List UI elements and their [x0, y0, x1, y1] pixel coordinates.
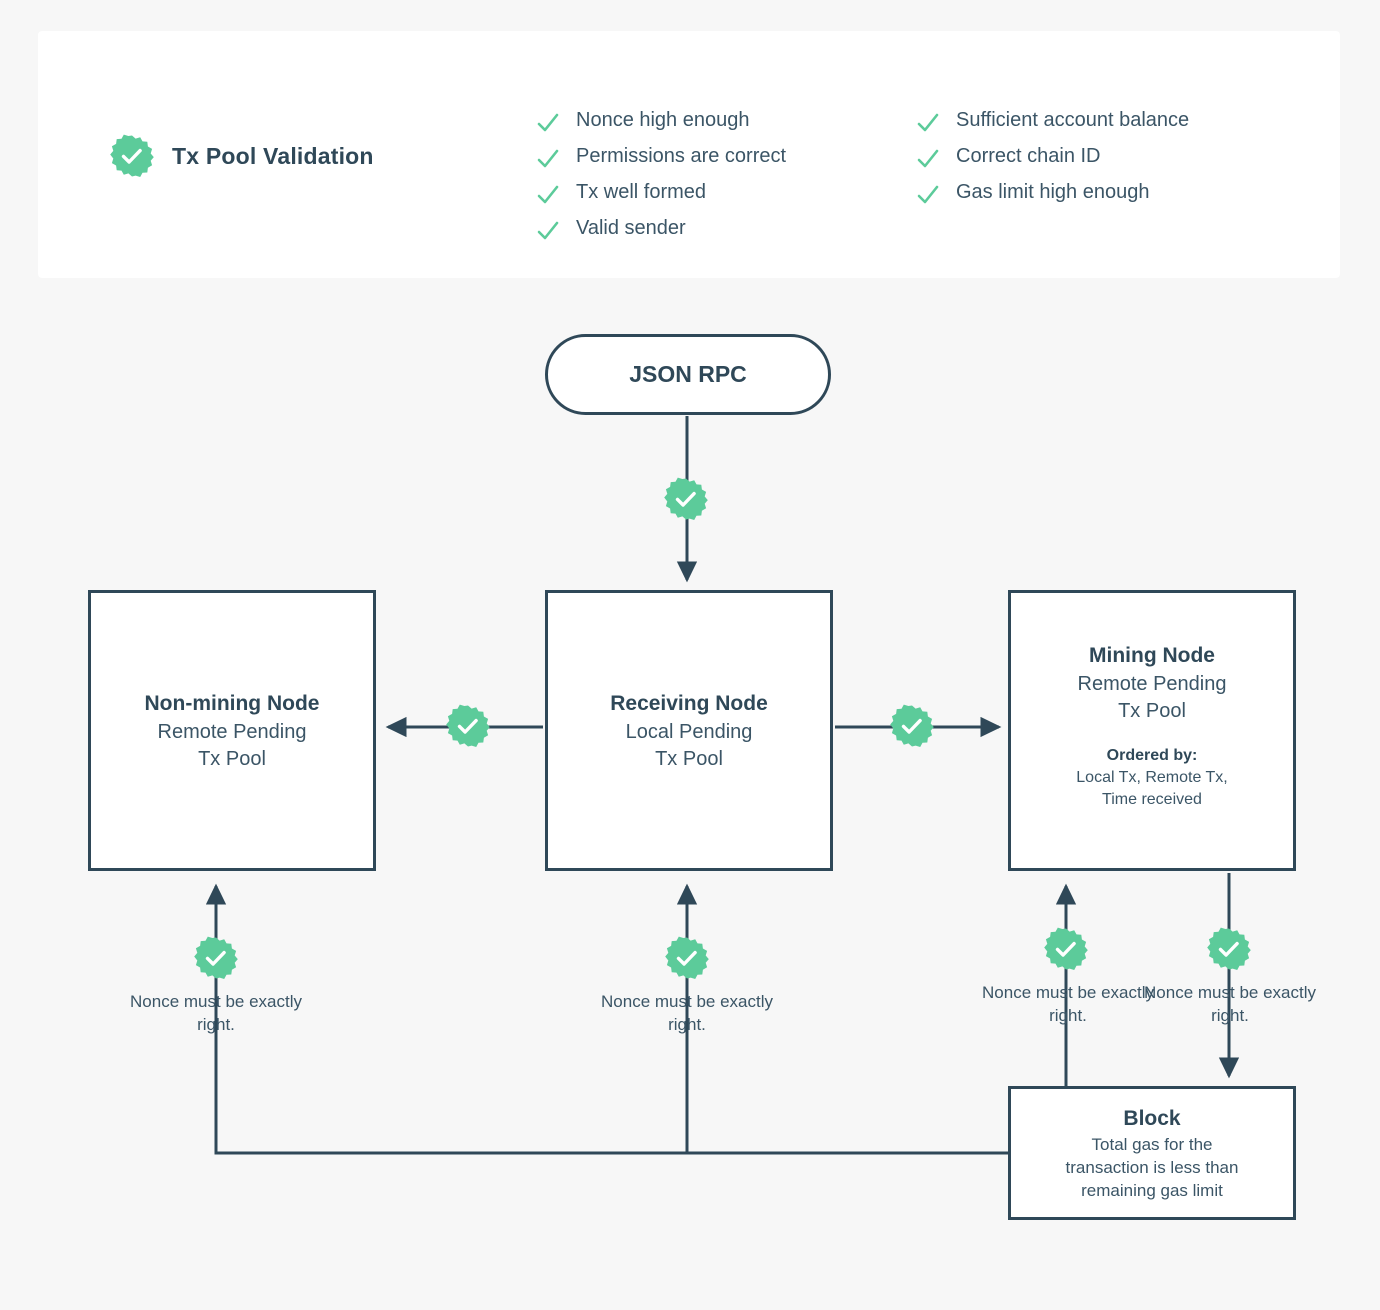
node-title: JSON RPC	[629, 360, 747, 387]
ordered-by-label: Ordered by:	[1106, 747, 1198, 765]
check-seal-icon	[890, 704, 934, 748]
check-seal-icon	[665, 936, 709, 980]
legend-item	[916, 181, 1189, 217]
legend-column-1	[536, 109, 786, 253]
check-seal-icon	[1207, 927, 1251, 971]
check-seal-icon	[664, 477, 708, 521]
legend-column-2	[916, 109, 1189, 217]
node-subtitle-line-2: transaction is less than	[1065, 1157, 1239, 1177]
node-subtitle-line-2: Tx Pool	[198, 747, 266, 770]
check-seal-icon	[110, 134, 154, 178]
check-icon	[536, 183, 560, 213]
node-title: Mining Node	[1089, 644, 1215, 667]
node-receiving	[545, 590, 833, 871]
legend-item-label: Sufficient account balance	[956, 109, 1190, 131]
edge-caption-right-2: Nonce must be exactly right.	[1144, 983, 1316, 1026]
node-title: Block	[1123, 1106, 1181, 1130]
node-title: Receiving Node	[610, 691, 768, 715]
legend-item	[916, 109, 1189, 145]
node-mining	[1008, 590, 1296, 871]
check-icon	[916, 147, 940, 177]
node-subtitle-line-2: Tx Pool	[655, 747, 723, 770]
node-subtitle-line-1: Local Pending	[625, 721, 753, 744]
legend-item	[536, 109, 786, 145]
node-subtitle-line-1: Remote Pending	[1077, 673, 1227, 696]
legend-item	[916, 145, 1189, 181]
legend-item-label: Correct chain ID	[956, 145, 1101, 167]
edge-caption-left: Nonce must be exactly right.	[130, 992, 302, 1035]
legend-title-group	[110, 134, 374, 178]
check-icon	[536, 147, 560, 177]
legend-item	[536, 217, 786, 253]
legend-item	[536, 145, 786, 181]
node-subtitle-line-3: remaining gas limit	[1081, 1180, 1223, 1200]
node-subtitle-line-1: Remote Pending	[157, 721, 307, 744]
ordered-by-line-2: Time received	[1102, 790, 1202, 808]
legend-title: Tx Pool Validation	[172, 142, 374, 169]
legend-item-label: Valid sender	[576, 217, 686, 239]
check-icon	[536, 219, 560, 249]
check-icon	[536, 111, 560, 141]
legend-item-label: Permissions are correct	[576, 145, 787, 167]
legend-item-label: Nonce high enough	[576, 109, 750, 131]
node-title: Non-mining Node	[144, 691, 320, 715]
node-non-mining	[88, 590, 376, 871]
edge-caption-right-1: Nonce must be exactly right.	[982, 983, 1154, 1026]
legend-item-label: Gas limit high enough	[956, 181, 1150, 203]
node-json-rpc	[545, 334, 831, 415]
check-seal-icon	[1044, 927, 1088, 971]
check-seal-icon	[446, 704, 490, 748]
check-icon	[916, 183, 940, 213]
tx-pool-validation-panel	[38, 31, 1340, 278]
check-icon	[916, 111, 940, 141]
legend-item	[536, 181, 786, 217]
node-subtitle-line-1: Total gas for the	[1091, 1135, 1213, 1155]
edge-caption-middle: Nonce must be exactly right.	[601, 992, 773, 1035]
check-seal-icon	[194, 936, 238, 980]
legend-item-label: Tx well formed	[576, 181, 707, 203]
node-subtitle-line-2: Tx Pool	[1118, 699, 1186, 722]
ordered-by-line-1: Local Tx, Remote Tx,	[1076, 769, 1228, 787]
node-block	[1008, 1086, 1296, 1220]
